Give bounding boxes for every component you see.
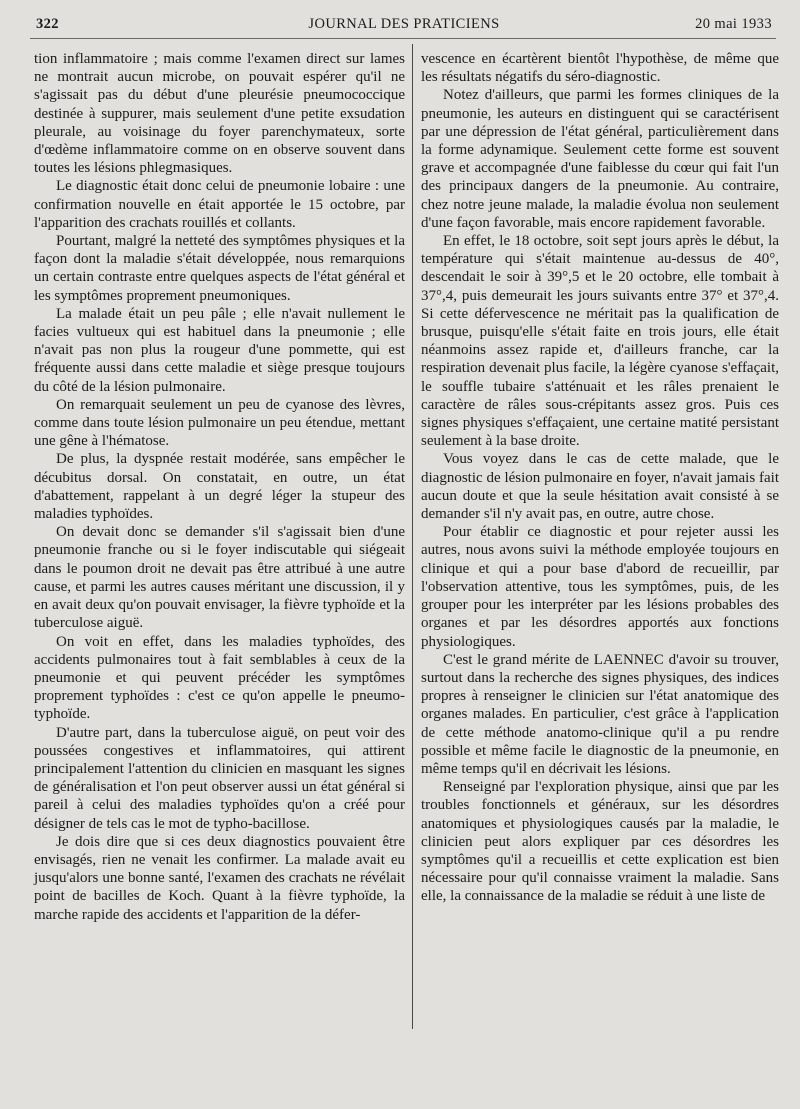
column-divider xyxy=(412,44,413,1029)
paragraph: Pour établir ce diagnostic et pour rejeter aussi les autres, nous avons suivi la méthode employée toujours en clinique et qui a pour base d'abord de recueillir, par l'observation attentive, tous les symptômes, puis, de les grouper pour les interpréter par les lésions probables des organes et par les désordres apportés aux fonctions physiologiques. xyxy=(421,524,779,650)
paragraph: Notez d'ailleurs, que parmi les formes cliniques de la pneumonie, les auteurs en distinguent qui se caractérisent par une dépression de l'état général, particulièrement dans la forme adynamique. Seulement cette forme est souvent grave et accompagnée d'une faiblesse du cœur qui fait l'un des principaux dangers de la pneumonie. Au contraire, chez notre jeune malade, la maladie évolua non seulement d'une façon favorable, mais encore rapidement favorable. xyxy=(421,87,779,231)
paragraph: D'autre part, dans la tuberculose aiguë, on peut voir des poussées congestives et inflammatoires, qui attirent principalement l'attention du clinicien en masquant les signes de généralisation et l'on peut observer aussi un état général si pareil à celui des maladies typhoïdes qu'on a créé pour désigner de tels cas le mot de typho-bacillose. xyxy=(34,724,405,832)
paragraph: vescence en écartèrent bientôt l'hypothèse, de même que les résultats négatifs du séro-diagnostic. xyxy=(421,51,779,86)
paragraph: C'est le grand mérite de LAENNEC d'avoir su trouver, surtout dans la recherche des signes physiques, des indices propres à renseigner le clinicien sur l'état anatomique des organes malades. En particulier, c'est grâce à l'application de cette méthode anatomo-clinique qu'il a pu rendre possible et même facile le diagnostic de la pneumonie, en même temps qu'il en décrivait les lésions. xyxy=(421,651,779,777)
paragraph: Vous voyez dans le cas de cette malade, que le diagnostic de lésion pulmonaire en foyer, n'avait jamais fait aucun doute et que la seule hésitation avait consisté à se demander s'il n'y avait pas, en outre, autre chose. xyxy=(421,451,779,523)
paragraph: La malade était un peu pâle ; elle n'avait nullement le facies vultueux qui est habituel dans la pneumonie ; elle n'avait pas non plus la rougeur d'une pommette, qui est fréquente aussi dans cette maladie et siège presque toujours du côté de la lésion pulmonaire. xyxy=(34,305,405,395)
paragraph: On remarquait seulement un peu de cyanose des lèvres, comme dans toute lésion pulmonaire un peu étendue, mettant une gêne à l'hématose. xyxy=(34,396,405,450)
paragraph: tion inflammatoire ; mais comme l'examen direct sur lames ne montrait aucun microbe, on pouvait espérer qu'il ne s'agissait pas du début d'une pleurésie pneumococcique destinée à suppurer, mais seulement d'une petite exsudation pleurale, au voisinage du foyer parenchymateux, sorte d'œdème inflammatoire comme on en observe souvent dans toutes les lésions phlegmasiques. xyxy=(34,51,405,177)
paragraph: Pourtant, malgré la netteté des symptômes physiques et la façon dont la maladie s'était développée, nous remarquions un certain contraste entre quelques aspects de l'état général et les symptômes proprement pneumoniques. xyxy=(34,233,405,304)
page-header xyxy=(36,12,772,38)
page-number: 322 xyxy=(36,16,59,32)
header-rule xyxy=(30,38,776,39)
journal-title: JOURNAL DES PRATICIENS xyxy=(308,16,500,32)
paragraph: On devait donc se demander s'il s'agissait bien d'une pneumonie franche ou si le foyer indiscutable qui siégeait dans le poumon droit ne devait pas être attribué à une autre cause, et parmi les autres causes méritant une discussion, il y en avait deux qu'on pouvait envisager, la fièvre typhoïde et la tuberculose aiguë. xyxy=(34,524,405,632)
issue-date: 20 mai 1933 xyxy=(695,16,772,32)
paragraph: Le diagnostic était donc celui de pneumonie lobaire : une confirmation nouvelle en était apportée le 15 octobre, par l'apparition des crachats rouillés et collants. xyxy=(34,178,405,231)
right-column xyxy=(421,50,779,906)
paragraph: Renseigné par l'exploration physique, ainsi que par les troubles fonctionnels et généraux, sur les désordres anatomiques et physiologiques causés par la maladie, le clinicien peut alors expliquer par ces désordres les symptômes qu'il a recueillis et cette explication est bien nécessaire pour qu'il connaisse vraiment la maladie. Sans elle, la connaissance de la maladie se réduit à une liste de xyxy=(421,779,779,905)
paragraph: On voit en effet, dans les maladies typhoïdes, des accidents pulmonaires tout à fait semblables à ceux de la pneumonie et qui peuvent précéder les symptômes proprement typhoïdes : c'est ce qu'on appelle le pneumo-typhoïde. xyxy=(34,633,405,723)
paragraph: Je dois dire que si ces deux diagnostics pouvaient être envisagés, rien ne venait les confirmer. La malade avait eu jusqu'alors une bonne santé, l'examen des crachats ne révélait point de bacilles de Koch. Quant à la fièvre typhoïde, la marche rapide des accidents et l'apparition de la défer- xyxy=(34,833,405,923)
left-column xyxy=(34,50,405,924)
paragraph: En effet, le 18 octobre, soit sept jours après le début, la température qui s'était maintenue au-dessus de 40°, descendait le soir à 39°,5 et le 20 octobre, elle tombait à 37°,4, puis demeurait les jours suivants entre 37° et 37°,4. Si cette défervescence ne méritait pas la qualification de brusque, puisqu'elle s'était faite en trois jours, elle était néanmoins assez rapide et, d'ailleurs franche, car la respiration devenait plus facile, la légère cyanose s'effaçait, le souffle tubaire s'atténuait et les râles prenaient le caractère de râles sous-crépitants assez gros. Puis ces signes physiques s'effaçaient, une certaine matité persistant seulement à la base droite. xyxy=(421,233,779,450)
paragraph: De plus, la dyspnée restait modérée, sans empêcher le décubitus dorsal. On constatait, en outre, un état d'abattement, rappelant à un degré léger la stupeur des maladies typhoïdes. xyxy=(34,451,405,523)
